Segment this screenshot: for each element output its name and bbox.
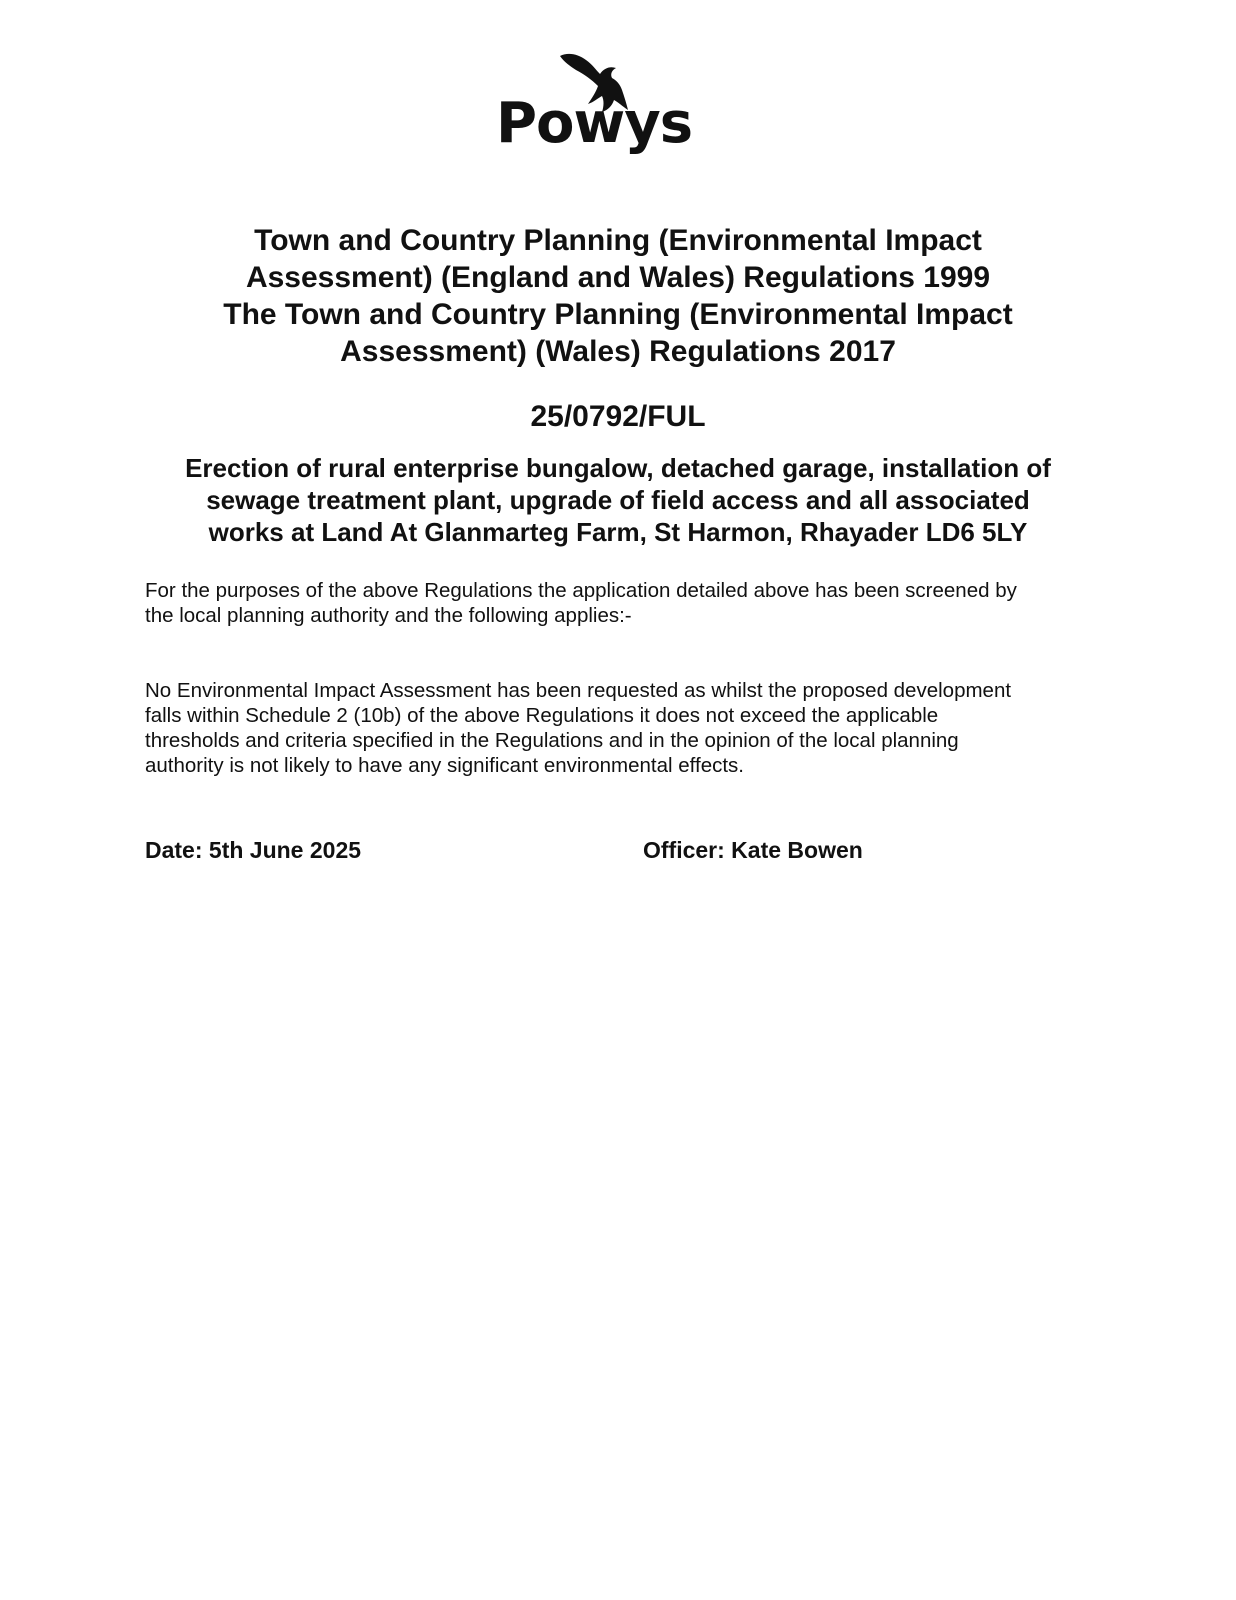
- regulations-title: [130, 222, 1106, 370]
- title-line: Town and Country Planning (Environmental Impact: [254, 224, 982, 257]
- powys-logo: [490, 46, 700, 176]
- paragraph-line: No Environmental Impact Assessment has been requested as whilst the proposed development: [145, 679, 1012, 702]
- case-officer: Officer: Kate Bowen: [643, 837, 863, 863]
- paragraph-line: authority is not likely to have any significant environmental effects.: [145, 754, 744, 777]
- paragraph-line: falls within Schedule 2 (10b) of the above Regulations it does not exceed the applicable: [145, 704, 939, 727]
- title-line: Assessment) (Wales) Regulations 2017: [340, 335, 896, 368]
- paragraph-line: thresholds and criteria specified in the Regulations and in the opinion of the local planning: [145, 729, 959, 752]
- description-line: works at Land At Glanmarteg Farm, St Harmon, Rhayader LD6 5LY: [208, 517, 1028, 547]
- description-line: sewage treatment plant, upgrade of field access and all associated: [206, 485, 1030, 515]
- title-line: Assessment) (England and Wales) Regulations 1999: [245, 261, 991, 294]
- screening-intro-paragraph: [145, 578, 1095, 628]
- application-description: [130, 452, 1106, 548]
- screening-result-paragraph: [145, 678, 1095, 778]
- application-reference: 25/0792/FUL: [530, 400, 706, 433]
- decision-date: Date: 5th June 2025: [145, 837, 362, 863]
- logo-wordmark: Powys: [496, 91, 693, 156]
- paragraph-line: For the purposes of the above Regulations the application detailed above has been screened by: [145, 579, 1017, 602]
- title-line: The Town and Country Planning (Environmental Impact: [223, 298, 1013, 331]
- description-line: Erection of rural enterprise bungalow, detached garage, installation of: [185, 453, 1051, 483]
- paragraph-line: the local planning authority and the following applies:-: [145, 604, 632, 627]
